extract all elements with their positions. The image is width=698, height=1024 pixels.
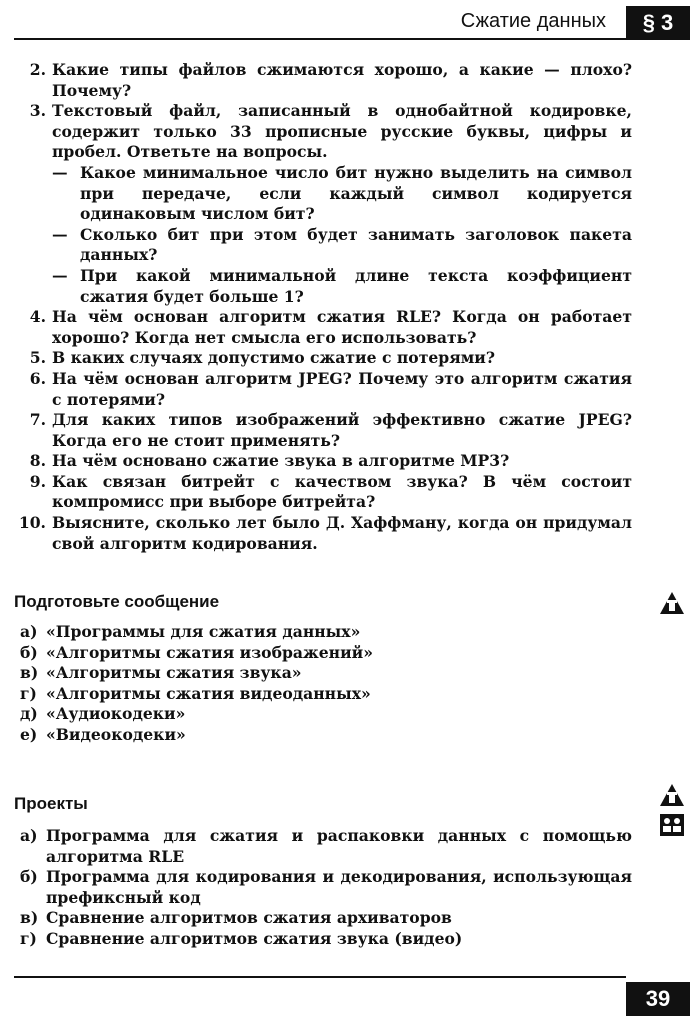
question-item xyxy=(14,451,632,472)
projects-list xyxy=(20,826,632,950)
question-item xyxy=(14,60,632,101)
question-item xyxy=(14,307,632,348)
chapter-title: Сжатие данных xyxy=(460,10,606,32)
list-item: е) «Видеокодеки» xyxy=(20,724,186,744)
sub-question: — При какой минимальной длине текста коэффициент сжатия будет больше 1? xyxy=(52,265,632,306)
list-item: б) «Алгоритмы сжатия изображений» xyxy=(20,642,373,662)
section-badge: § 3 xyxy=(626,6,690,40)
projects-heading: Проекты xyxy=(14,794,88,813)
question-text: Текстовый файл, записанный в однобайтной кодировке, содержит только 33 прописные русские буквы, цифры и пробел. Ответьте на вопросы. xyxy=(52,101,632,162)
list-item: в) «Алгоритмы сжатия звука» xyxy=(20,663,302,683)
question-number: 8. xyxy=(29,451,46,471)
question-number: 2. xyxy=(29,60,46,79)
list-item: а) «Программы для сжатия данных» xyxy=(20,622,361,641)
list-item: д) «Аудиокодеки» xyxy=(20,704,186,724)
sub-question: — Сколько бит при этом будет занимать заголовок пакета данных? xyxy=(52,224,632,265)
question-text: На чём основан алгоритм сжатия RLE? Когда он работает хорошо? Когда нет смысла его использовать? xyxy=(52,307,632,347)
question-item xyxy=(14,369,632,410)
question-item xyxy=(14,101,632,307)
list-item: в) Сравнение алгоритмов сжатия архиваторов xyxy=(20,908,452,928)
question-text: Выясните, сколько лет было Д. Хаффману, когда он придумал свой алгоритм кодирования. xyxy=(52,513,632,553)
questions-list xyxy=(14,60,632,554)
question-text: Как связан битрейт с качеством звука? В чём состоит компромисс при выборе битрейта? xyxy=(52,471,632,512)
question-text: Какие типы файлов сжимаются хорошо, а какие — плохо? Почему? xyxy=(52,60,632,100)
list-item: а) Программа для сжатия и распаковки данных с помощью алгоритма RLE xyxy=(20,826,632,866)
question-text: На чём основан алгоритм JPEG? Почему это алгоритм сжатия с потерями? xyxy=(52,368,632,409)
question-number: 10. xyxy=(18,513,46,533)
question-number: 5. xyxy=(29,348,46,368)
home-task-icon xyxy=(658,782,686,808)
question-item xyxy=(14,348,632,369)
question-number: 4. xyxy=(29,307,46,327)
sub-question: — Какое минимальное число бит нужно выделить на символ при передаче, если каждый символ кодируется одинаковым числом бит? xyxy=(52,162,632,224)
list-item: б) Программа для кодирования и декодирования, использующая префиксный код xyxy=(20,867,632,907)
footer-divider xyxy=(14,976,626,978)
list-item: г) Сравнение алгоритмов сжатия звука (видео) xyxy=(20,928,463,948)
header-divider xyxy=(14,38,626,40)
page-number: 39 xyxy=(626,982,690,1016)
question-number: 6. xyxy=(29,368,46,388)
list-item: г) «Алгоритмы сжатия видеоданных» xyxy=(20,683,371,703)
question-number: 3. xyxy=(29,101,46,121)
home-task-icon xyxy=(658,590,686,616)
group-work-icon xyxy=(658,812,686,838)
question-text: В каких случаях допустимо сжатие с потерями? xyxy=(52,348,495,368)
sub-question-text: При какой минимальной длине текста коэффициент сжатия будет больше 1? xyxy=(80,265,632,306)
question-number: 7. xyxy=(29,410,46,430)
question-item xyxy=(14,410,632,451)
question-item xyxy=(14,513,632,554)
sub-question-text: Какое минимальное число бит нужно выделить на символ при передаче, если каждый символ кодируется одинаковым числом бит? xyxy=(80,162,632,224)
question-item xyxy=(14,472,632,513)
messages-list xyxy=(20,622,632,746)
sub-question-text: Сколько бит при этом будет занимать заголовок пакета данных? xyxy=(80,224,632,265)
question-number: 9. xyxy=(29,471,46,491)
question-text: На чём основано сжатие звука в алгоритме MP3? xyxy=(52,451,510,471)
messages-heading: Подготовьте сообщение xyxy=(14,592,220,611)
question-text: Для каких типов изображений эффективно сжатие JPEG? Когда его не стоит применять? xyxy=(52,410,632,450)
